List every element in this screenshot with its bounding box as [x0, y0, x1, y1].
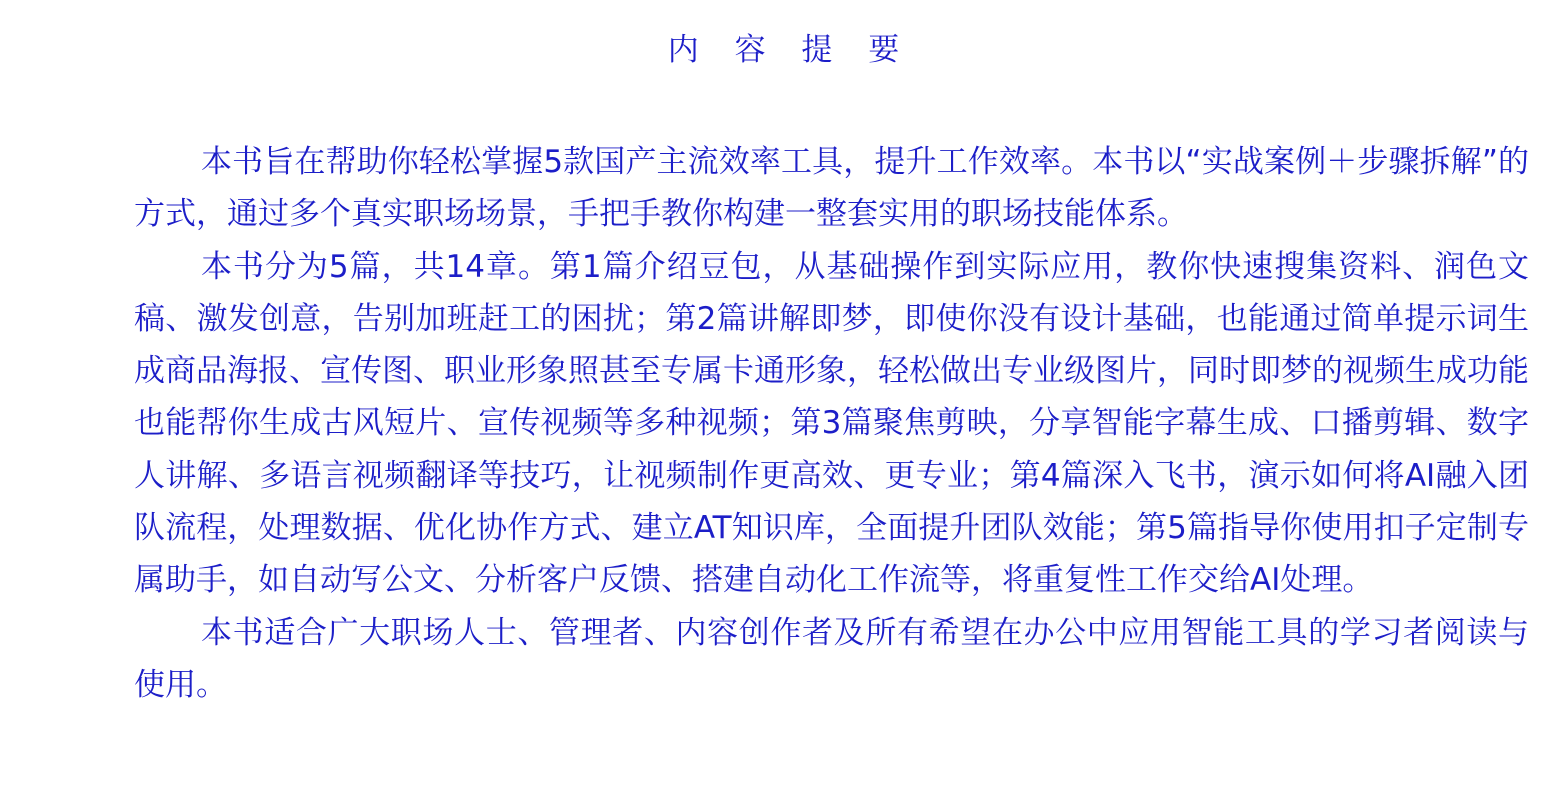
- paragraph-structure: 本书分为5篇，共14章。第1篇介绍豆包，从基础操作到实际应用，教你快速搜集资料、润色文稿、激发创意，告别加班赶工的困扰；第2篇讲解即梦，即使你没有设计基础，也能通过简单提示词生成商品海报、宣传图、职业形象照甚至专属卡通形象，轻松做出专业级图片，同时即梦的视频生成功能也能帮你生成古风短片、宣传视频等多种视频；第3篇聚焦剪映，分享智能字幕生成、口播剪辑、数字人讲解、多语言视频翻译等技巧，让视频制作更高效、更专业；第4篇深入飞书，演示如何将AI融入团队流程，处理数据、优化协作方式、建立AT知识库，全面提升团队效能；第5篇指导你使用扣子定制专属助手，如自动写公文、分析客户反馈、搭建自动化工作流等，将重复性工作交给AI处理。: [134, 248, 1529, 599]
- summary-body: [134, 136, 1529, 711]
- paragraph-intro: 本书旨在帮助你轻松掌握5款国产主流效率工具，提升工作效率。本书以“实战案例＋步骤拆解”的方式，通过多个真实职场场景，手把手教你构建一整套实用的职场技能体系。: [134, 144, 1529, 233]
- page-title: 内 容 提 要: [667, 32, 913, 68]
- paragraph-audience: 本书适合广大职场人士、管理者、内容创作者及所有希望在办公中应用智能工具的学习者阅读与使用。: [134, 614, 1529, 703]
